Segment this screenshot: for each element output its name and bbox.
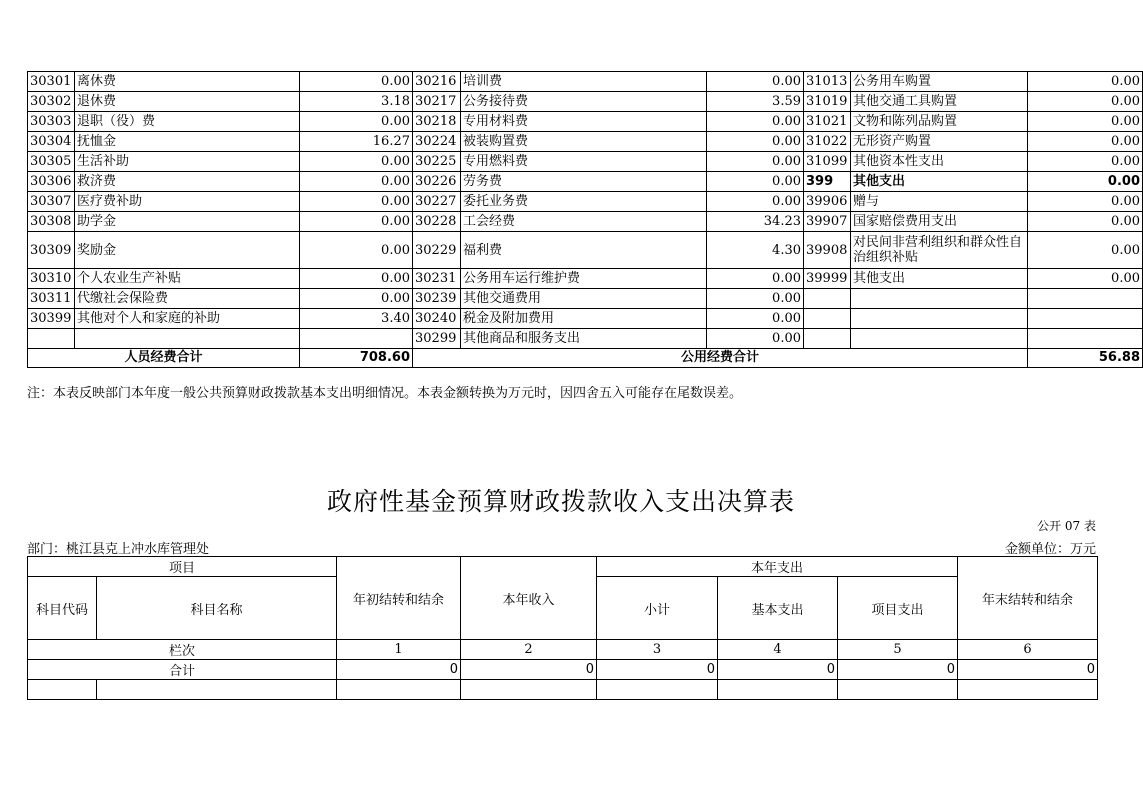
expense-value: 0.00 [1028, 212, 1143, 232]
column-number: 2 [461, 640, 597, 660]
table-row [28, 72, 1143, 92]
expense-value: 0.00 [707, 152, 804, 172]
expense-code: 30310 [28, 269, 75, 289]
expense-code: 30228 [413, 212, 461, 232]
header-subtotal: 小计 [597, 577, 718, 640]
expense-value: 0.00 [1028, 112, 1143, 132]
expense-value: 0.00 [707, 289, 804, 309]
expense-value: 0.00 [707, 269, 804, 289]
header-project-expense: 项目支出 [838, 577, 958, 640]
empty-cell [958, 680, 1098, 700]
expense-code [804, 289, 851, 309]
table-row [28, 289, 1143, 309]
expense-name: 助学金 [75, 212, 300, 232]
expense-value: 0.00 [1028, 152, 1143, 172]
expense-code: 31022 [804, 132, 851, 152]
expense-name [851, 329, 1028, 349]
column-number: 1 [337, 640, 461, 660]
expense-value [1028, 289, 1143, 309]
expense-name: 其他支出 [851, 269, 1028, 289]
expense-value: 34.23 [707, 212, 804, 232]
expense-value: 3.59 [707, 92, 804, 112]
expense-name: 离休费 [75, 72, 300, 92]
expense-name: 救济费 [75, 172, 300, 192]
expense-value: 0.00 [1028, 132, 1143, 152]
expense-name [75, 329, 300, 349]
fund-total-value: 0 [838, 660, 958, 680]
expense-name: 代缴社会保险费 [75, 289, 300, 309]
expense-code: 30229 [413, 232, 461, 269]
expense-name: 无形资产购置 [851, 132, 1028, 152]
expense-code: 39906 [804, 192, 851, 212]
expense-code: 30311 [28, 289, 75, 309]
expense-name: 培训费 [461, 72, 707, 92]
header-code: 科目代码 [28, 577, 97, 640]
expense-name: 医疗费补助 [75, 192, 300, 212]
expense-code: 31021 [804, 112, 851, 132]
expense-code: 30216 [413, 72, 461, 92]
fund-empty-row [28, 680, 1098, 700]
fund-total-value: 0 [958, 660, 1098, 680]
header-current-year-expense: 本年支出 [597, 557, 958, 577]
public-total-label: 公用经费合计 [413, 349, 1028, 368]
expense-code: 39999 [804, 269, 851, 289]
expense-name: 其他交通费用 [461, 289, 707, 309]
table-row [28, 152, 1143, 172]
table-row [28, 112, 1143, 132]
expense-name: 退职（役）费 [75, 112, 300, 132]
expense-name: 税金及附加费用 [461, 309, 707, 329]
table-note: 注：本表反映部门本年度一般公共预算财政拨款基本支出明细情况。本表金额转换为万元时，因四舍五入可能存在尾数误差。 [27, 386, 743, 401]
table-row [28, 309, 1143, 329]
expense-name: 对民间非营利组织和群众性自治组织补贴 [851, 232, 1028, 269]
department-label: 部门：桃江县克上冲水库管理处 [27, 542, 210, 557]
expense-name: 委托业务费 [461, 192, 707, 212]
expense-code [804, 329, 851, 349]
empty-cell [28, 680, 97, 700]
expense-name [851, 309, 1028, 329]
expense-code: 30227 [413, 192, 461, 212]
expense-code: 30399 [28, 309, 75, 329]
expense-code: 30225 [413, 152, 461, 172]
row-index-label: 栏次 [28, 640, 337, 660]
header-name: 科目名称 [97, 577, 337, 640]
expense-value: 0.00 [300, 172, 413, 192]
expense-code: 30306 [28, 172, 75, 192]
table-row [28, 92, 1143, 112]
expense-value: 0.00 [1028, 72, 1143, 92]
header-row-1 [28, 557, 1098, 577]
expense-code: 30301 [28, 72, 75, 92]
expense-value: 0.00 [1028, 172, 1143, 192]
expense-name: 其他支出 [851, 172, 1028, 192]
unit-label: 金额单位：万元 [1004, 542, 1096, 557]
expense-name: 工会经费 [461, 212, 707, 232]
expense-value: 0.00 [300, 232, 413, 269]
expense-code: 30299 [413, 329, 461, 349]
expense-name: 其他商品和服务支出 [461, 329, 707, 349]
expense-name: 其他资本性支出 [851, 152, 1028, 172]
header-basic-expense: 基本支出 [718, 577, 838, 640]
expense-name: 赠与 [851, 192, 1028, 212]
public-total-value: 56.88 [1028, 349, 1143, 368]
expense-code: 39907 [804, 212, 851, 232]
expense-value: 16.27 [300, 132, 413, 152]
expense-value: 0.00 [1028, 269, 1143, 289]
expense-name: 国家赔偿费用支出 [851, 212, 1028, 232]
expense-value: 0.00 [707, 192, 804, 212]
expense-name: 抚恤金 [75, 132, 300, 152]
expense-code: 30218 [413, 112, 461, 132]
fund-total-value: 0 [718, 660, 838, 680]
expense-name: 公务接待费 [461, 92, 707, 112]
expense-value: 0.00 [300, 212, 413, 232]
expense-code: 30240 [413, 309, 461, 329]
expense-name: 其他交通工具购置 [851, 92, 1028, 112]
column-number: 6 [958, 640, 1098, 660]
empty-cell [597, 680, 718, 700]
expense-value: 0.00 [300, 289, 413, 309]
expense-name: 公务用车购置 [851, 72, 1028, 92]
column-number: 4 [718, 640, 838, 660]
table-row [28, 212, 1143, 232]
personnel-total-value: 708.60 [300, 349, 413, 368]
expense-value: 0.00 [707, 309, 804, 329]
expense-code: 30224 [413, 132, 461, 152]
expense-code: 31019 [804, 92, 851, 112]
header-project: 项目 [28, 557, 337, 577]
expense-detail-table [27, 71, 1143, 368]
total-row [28, 349, 1143, 368]
expense-value: 0.00 [300, 269, 413, 289]
empty-cell [97, 680, 337, 700]
expense-name: 劳务费 [461, 172, 707, 192]
expense-code: 30305 [28, 152, 75, 172]
expense-code: 30217 [413, 92, 461, 112]
expense-value: 0.00 [707, 329, 804, 349]
fund-total-value: 0 [337, 660, 461, 680]
expense-value: 3.40 [300, 309, 413, 329]
empty-cell [337, 680, 461, 700]
expense-name: 文物和陈列品购置 [851, 112, 1028, 132]
expense-code [804, 309, 851, 329]
expense-value: 0.00 [1028, 192, 1143, 212]
expense-name [851, 289, 1028, 309]
expense-value: 0.00 [1028, 92, 1143, 112]
column-number: 5 [838, 640, 958, 660]
expense-name: 专用材料费 [461, 112, 707, 132]
expense-code: 30239 [413, 289, 461, 309]
fund-total-row [28, 660, 1098, 680]
expense-name: 奖励金 [75, 232, 300, 269]
fund-total-value: 0 [597, 660, 718, 680]
form-code: 公开 07 表 [1037, 519, 1096, 533]
table-row [28, 192, 1143, 212]
expense-code: 30307 [28, 192, 75, 212]
expense-code: 39908 [804, 232, 851, 269]
expense-value [1028, 309, 1143, 329]
fund-budget-table [27, 556, 1098, 700]
expense-name: 其他对个人和家庭的补助 [75, 309, 300, 329]
expense-name: 专用燃料费 [461, 152, 707, 172]
expense-name: 福利费 [461, 232, 707, 269]
header-current-income: 本年收入 [461, 557, 597, 640]
expense-name: 退休费 [75, 92, 300, 112]
table-row [28, 232, 1143, 269]
expense-value [1028, 329, 1143, 349]
fund-total-label: 合计 [28, 660, 337, 680]
column-number: 3 [597, 640, 718, 660]
page-title: 政府性基金预算财政拨款收入支出决算表 [326, 487, 795, 516]
expense-value: 0.00 [707, 132, 804, 152]
expense-code: 30231 [413, 269, 461, 289]
table-row [28, 172, 1143, 192]
table-row [28, 269, 1143, 289]
expense-value: 3.18 [300, 92, 413, 112]
expense-code: 30303 [28, 112, 75, 132]
expense-code: 30302 [28, 92, 75, 112]
expense-name: 生活补助 [75, 152, 300, 172]
expense-code: 30309 [28, 232, 75, 269]
empty-cell [718, 680, 838, 700]
expense-value [300, 329, 413, 349]
expense-code: 399 [804, 172, 851, 192]
expense-value: 0.00 [300, 152, 413, 172]
empty-cell [838, 680, 958, 700]
expense-value: 0.00 [300, 72, 413, 92]
expense-code: 30308 [28, 212, 75, 232]
empty-cell [461, 680, 597, 700]
table-row [28, 132, 1143, 152]
header-closing-balance: 年末结转和结余 [958, 557, 1098, 640]
expense-code: 30226 [413, 172, 461, 192]
expense-value: 0.00 [300, 192, 413, 212]
column-index-row [28, 640, 1098, 660]
table-row [28, 329, 1143, 349]
expense-name: 公务用车运行维护费 [461, 269, 707, 289]
expense-value: 0.00 [300, 112, 413, 132]
expense-name: 被装购置费 [461, 132, 707, 152]
expense-value: 0.00 [707, 72, 804, 92]
expense-value: 0.00 [707, 112, 804, 132]
expense-value: 0.00 [1028, 232, 1143, 269]
expense-name: 个人农业生产补贴 [75, 269, 300, 289]
expense-value: 4.30 [707, 232, 804, 269]
expense-code: 31013 [804, 72, 851, 92]
expense-code: 30304 [28, 132, 75, 152]
fund-total-value: 0 [461, 660, 597, 680]
header-opening-balance: 年初结转和结余 [337, 557, 461, 640]
expense-code: 31099 [804, 152, 851, 172]
expense-value: 0.00 [707, 172, 804, 192]
personnel-total-label: 人员经费合计 [28, 349, 300, 368]
expense-code [28, 329, 75, 349]
